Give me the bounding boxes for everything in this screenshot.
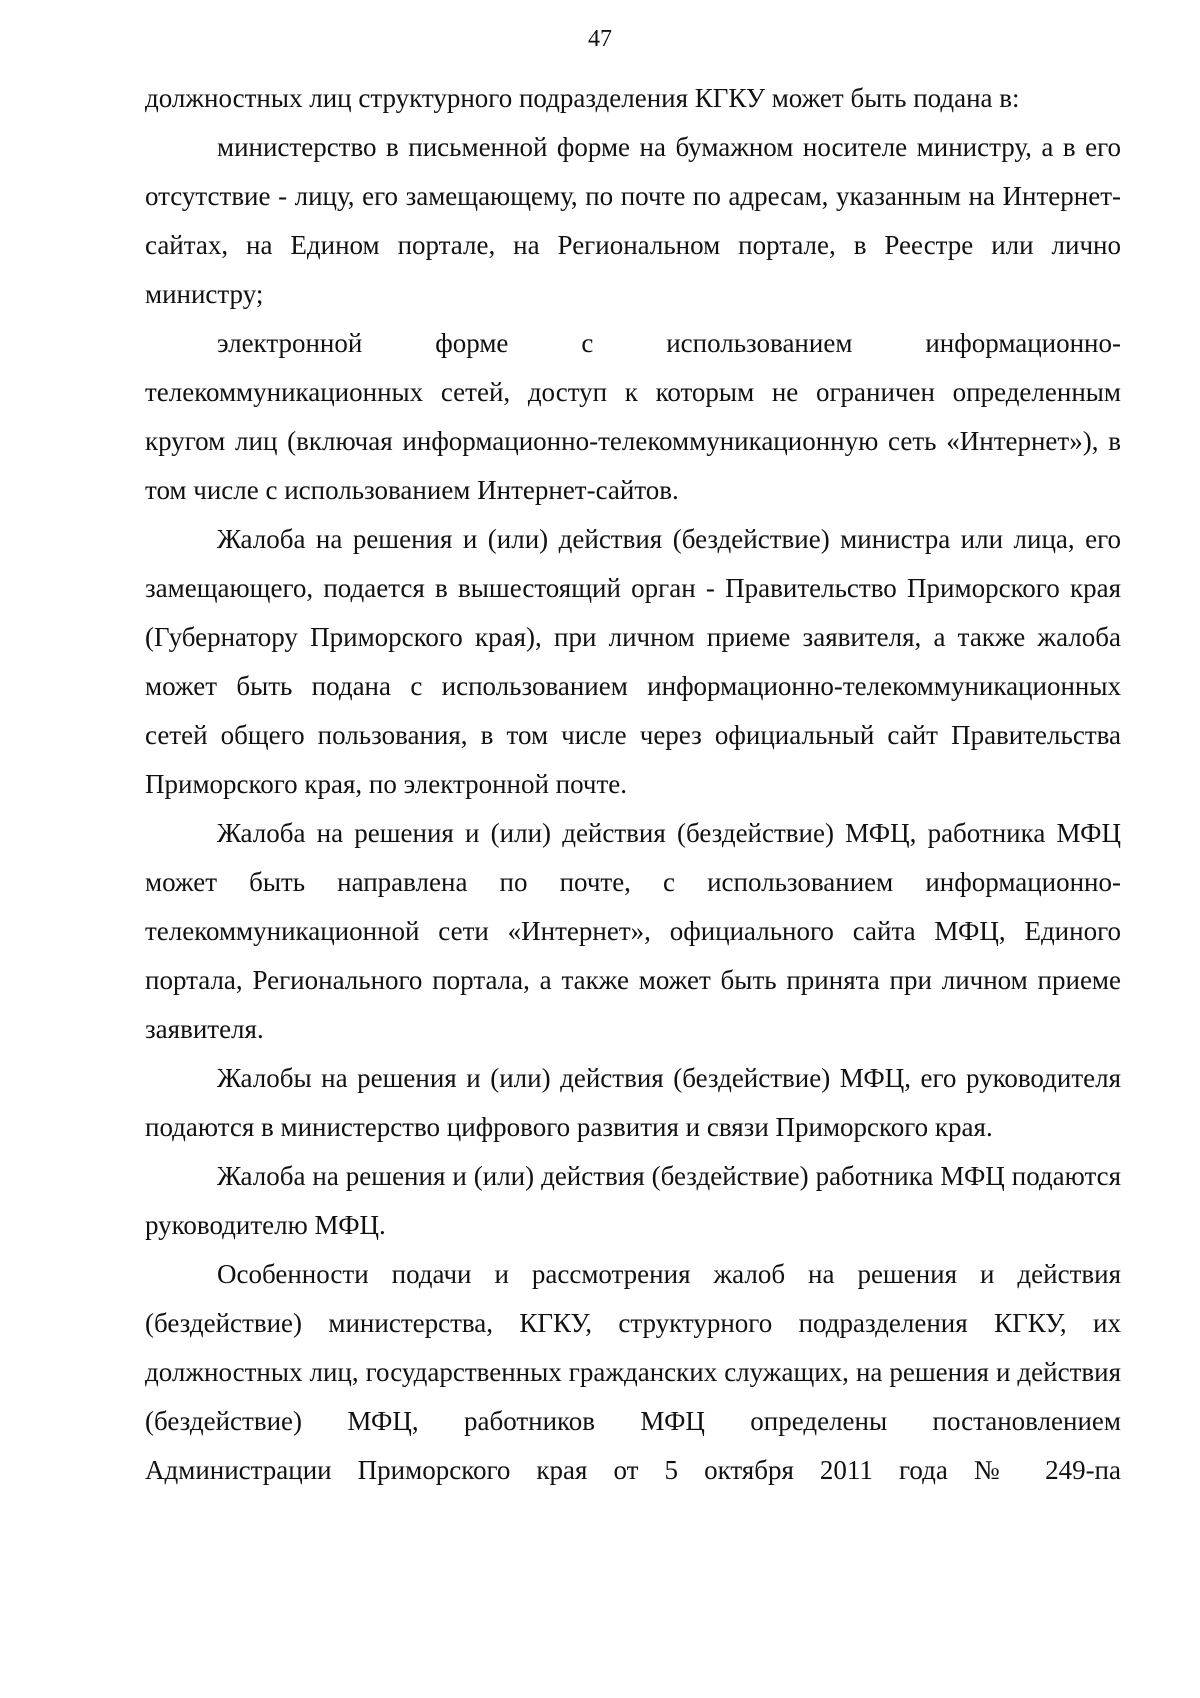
paragraph-ministry-submission: министерство в письменной форме на бумажном носителе министру, а в его отсутствие - лицу, его замещающему, по почте по адресам, указанным на Интернет-сайтах, на Едином портале, на Региональном портале, в Реестре или лично министру;: [145, 132, 1121, 309]
page-number: 47: [588, 26, 612, 52]
paragraph-mfc-worker-complaint: Жалоба на решения и (или) действия (бездействие) работника МФЦ подаются руководителю МФЦ.: [145, 1161, 1121, 1240]
paragraph-minister-complaint: Жалоба на решения и (или) действия (бездействие) министра или лица, его замещающего, подается в вышестоящий орган - Правительство Приморского края (Губернатору Приморского края), при личном приеме заявителя, а также жалоба может быть подана с использованием информационно-телекоммуникационных сетей общего пользования, в том числе через официальный сайт Правительства Приморского края, по электронной почте.: [145, 524, 1121, 799]
document-body: [145, 74, 1121, 1495]
paragraph-continuation: должностных лиц структурного подразделения КГКУ может быть подана в:: [145, 83, 1020, 113]
paragraph-procedure-features: Особенности подачи и рассмотрения жалоб на решения и действия (бездействие) министерства, КГКУ, структурного подразделения КГКУ, их должностных лиц, государственных гражданских служащих, на решения и действия (бездействие) МФЦ, работников МФЦ определены постановлением Администрации Приморского края от 5 октября 2011 года № 249-па: [145, 1259, 1121, 1485]
paragraph-electronic-form: электронной форме с использованием информационно-телекоммуникационных сетей, доступ к которым не ограничен определенным кругом лиц (включая информационно-телекоммуникационную сеть «Интернет»), в том числе с использованием Интернет-сайтов.: [145, 328, 1121, 505]
paragraph-mfc-head-complaints: Жалобы на решения и (или) действия (бездействие) МФЦ, его руководителя подаются в министерство цифрового развития и связи Приморского края.: [145, 1063, 1121, 1142]
paragraph-mfc-complaint: Жалоба на решения и (или) действия (бездействие) МФЦ, работника МФЦ может быть направлена по почте, с использованием информационно-телекоммуникационной сети «Интернет», официального сайта МФЦ, Единого портала, Регионального портала, а также может быть принята при личном приеме заявителя.: [145, 818, 1121, 1044]
